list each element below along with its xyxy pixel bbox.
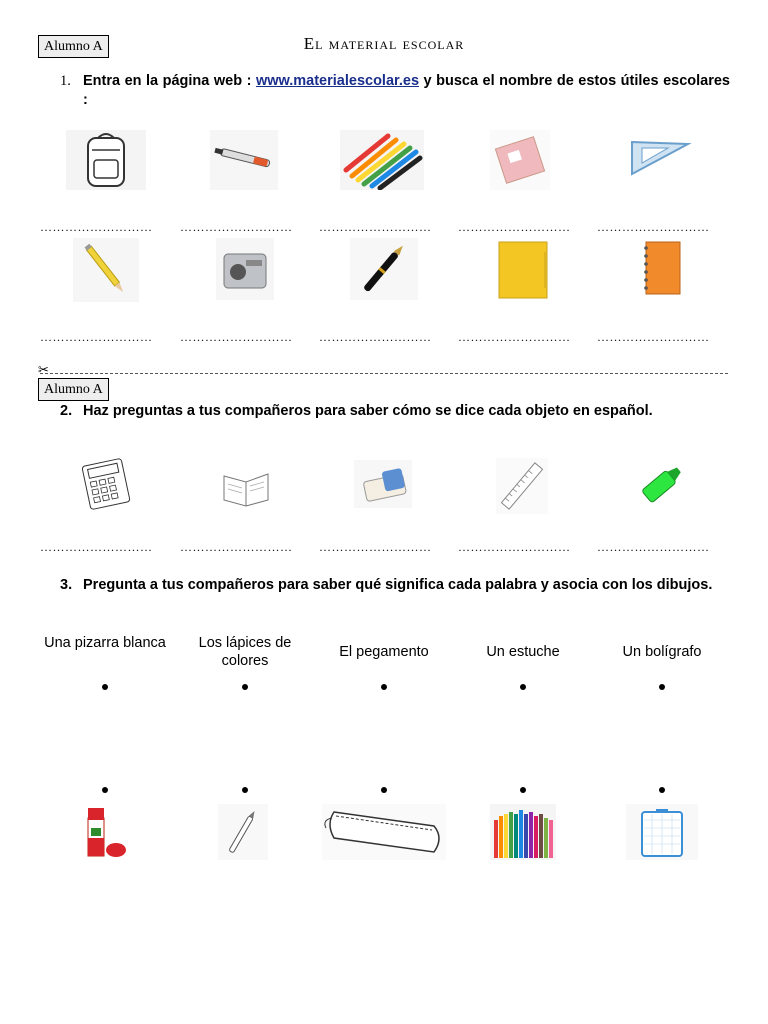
answer-line[interactable]: ……………………… [458, 220, 571, 234]
felt-pens-icon [340, 130, 424, 190]
glue-stick-icon [82, 804, 128, 860]
marker-pen-icon [210, 130, 278, 190]
cut-line [40, 373, 728, 374]
word-label: El pegamento [339, 644, 429, 660]
scissors-icon: ✂ [38, 362, 49, 377]
question-text: Pregunta a tus compañeros para saber qué significa cada palabra y asocia con los dibujos. [83, 577, 713, 593]
match-dot[interactable] [381, 787, 387, 793]
match-dot[interactable] [520, 684, 526, 690]
ballpoint-pen-icon [218, 804, 268, 860]
set-square-icon [628, 138, 692, 178]
answer-line[interactable]: ……………………… [597, 220, 710, 234]
match-dot[interactable] [520, 787, 526, 793]
question-number: 3. [60, 577, 73, 593]
word-label: Los lápices de colores [198, 635, 292, 669]
question-text: Entra en la página web : [83, 73, 256, 89]
answer-line[interactable]: ……………………… [40, 220, 153, 234]
answer-line[interactable]: ……………………… [319, 220, 432, 234]
student-tag: Alumno A [38, 35, 109, 58]
highlighter-icon [636, 456, 688, 512]
question-text: y busca el nombre de estos útiles escolares : [83, 73, 730, 108]
answer-line[interactable]: ……………………… [458, 540, 571, 554]
notebook-icon [490, 130, 550, 190]
whiteboard-icon [626, 804, 698, 860]
student-tag: Alumno A [38, 378, 109, 401]
answer-line[interactable]: ……………………… [319, 330, 432, 344]
match-dot[interactable] [659, 787, 665, 793]
question-2 [60, 402, 730, 421]
answer-line[interactable]: ……………………… [180, 330, 293, 344]
answer-line[interactable]: ……………………… [597, 540, 710, 554]
book-icon [220, 462, 272, 510]
backpack-icon [66, 130, 146, 190]
answer-line[interactable]: ……………………… [180, 540, 293, 554]
word-label: Una pizarra blanca [44, 635, 166, 651]
pencil-icon [73, 238, 139, 302]
answer-line[interactable]: ……………………… [458, 330, 571, 344]
question-number: 2. [60, 403, 73, 419]
answer-line[interactable]: ……………………… [40, 540, 153, 554]
word-label: Un bolígrafo [622, 644, 702, 660]
match-dot[interactable] [381, 684, 387, 690]
match-dot[interactable] [242, 684, 248, 690]
match-dot[interactable] [659, 684, 665, 690]
fountain-pen-icon [350, 238, 418, 300]
colored-pencils-icon [490, 804, 556, 860]
pencil-case-icon [322, 804, 446, 860]
match-dot[interactable] [102, 684, 108, 690]
answer-line[interactable]: ……………………… [40, 330, 153, 344]
eraser-icon [354, 460, 412, 508]
page-title: El material escolar [303, 34, 465, 53]
word-label: Un estuche [486, 644, 560, 660]
ruler-icon [496, 458, 548, 514]
answer-line[interactable]: ……………………… [597, 330, 710, 344]
calculator-icon [76, 456, 136, 512]
question-3 [60, 576, 730, 595]
folder-icon [497, 238, 551, 302]
match-dot[interactable] [102, 787, 108, 793]
question-1 [60, 72, 730, 110]
match-dot[interactable] [242, 787, 248, 793]
spiral-notebook-icon [640, 240, 684, 298]
question-text: Haz preguntas a tus compañeros para saber cómo se dice cada objeto en español. [83, 403, 653, 419]
answer-line[interactable]: ……………………… [319, 540, 432, 554]
answer-line[interactable]: ……………………… [180, 220, 293, 234]
sharpener-icon [216, 238, 274, 300]
question-number: 1. [60, 73, 71, 89]
website-link[interactable]: www.materialescolar.es [255, 73, 420, 89]
